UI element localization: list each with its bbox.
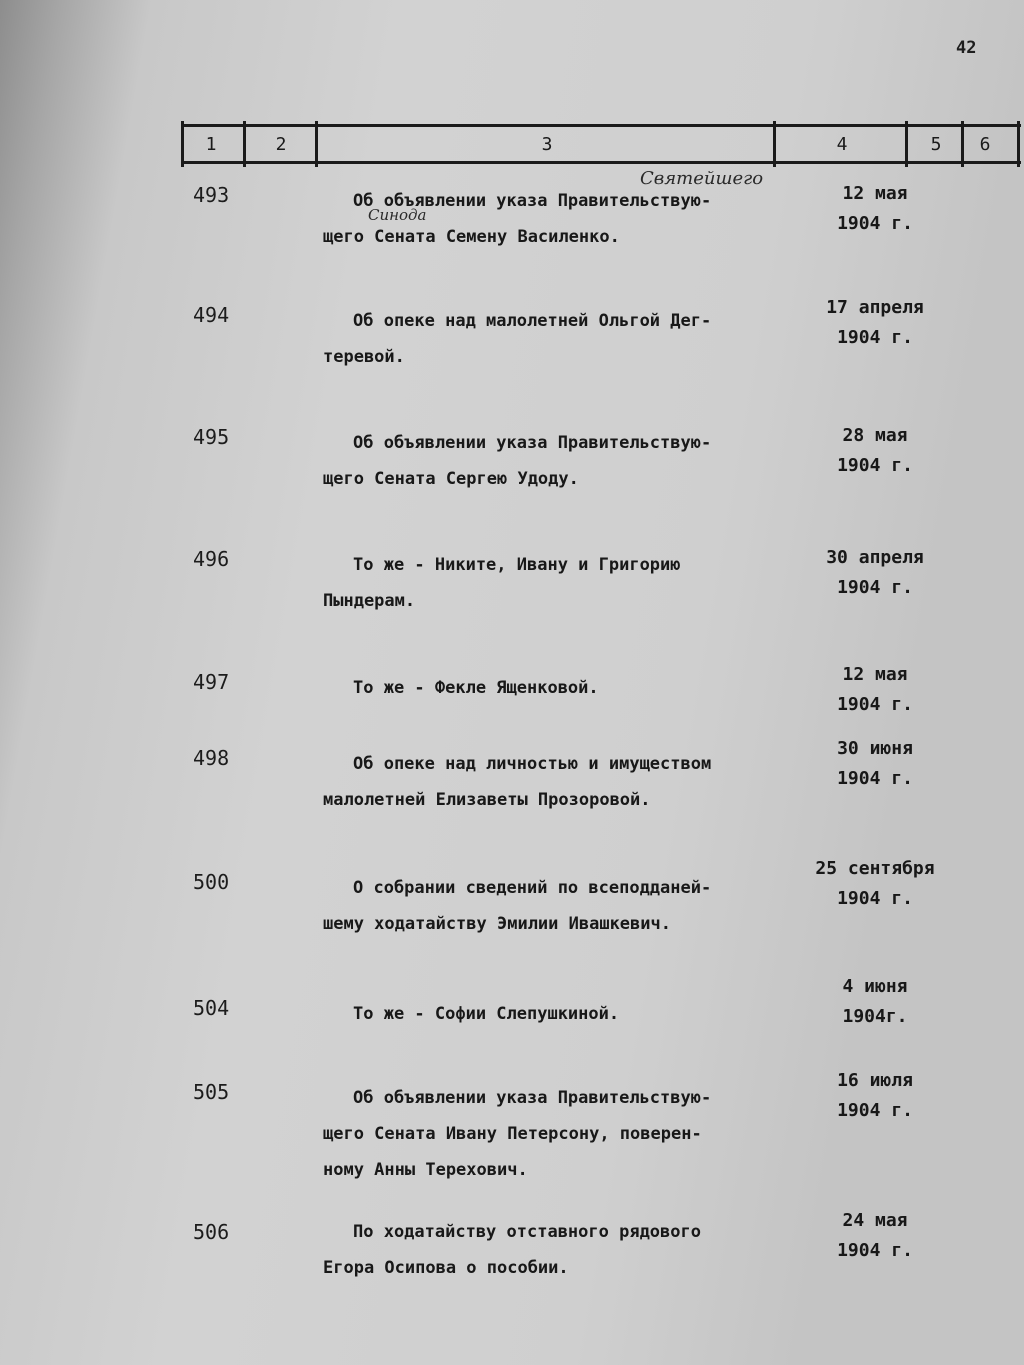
handwritten-annotation-2: Синода: [368, 206, 427, 224]
column-2: 2: [275, 133, 287, 155]
entry-number: 505: [193, 1080, 230, 1104]
entry-description: Об объявлении указа Правительствую- щего Сената Ивану Петерсону, поверен- ному Анны Терехович.: [323, 1088, 712, 1180]
column-3: 3: [541, 133, 553, 155]
table-header: [183, 124, 1021, 164]
entry-number: 504: [193, 996, 230, 1020]
entry-number: 493: [193, 183, 230, 207]
page-number: 42: [956, 38, 977, 58]
entry-description: То же - Никите, Ивану и Григорию Пындерам.: [323, 555, 681, 611]
entry-number: 496: [193, 547, 230, 571]
entry-description: Об объявлении указа Правительствую- щего Сената Семену Василенко.: [323, 191, 712, 247]
column-5: 5: [930, 133, 942, 155]
entry-date: 12 мая 1904 г.: [837, 183, 913, 234]
entry-number: 498: [193, 746, 230, 770]
entry-description: То же - Фекле Ященковой.: [353, 678, 599, 698]
column-1: 1: [205, 133, 217, 155]
entry-number: 495: [193, 425, 230, 449]
entry-description: Об опеке над личностью и имуществом малолетней Елизаветы Прозоровой.: [323, 754, 712, 810]
entry-number: 500: [193, 870, 230, 894]
column-6: 6: [979, 133, 991, 155]
entry-date: 4 июня 1904г.: [842, 976, 908, 1027]
entry-description: По ходатайству отставного рядового Егора Осипова о пособии.: [323, 1222, 701, 1278]
handwritten-annotation: Святейшего: [640, 168, 764, 189]
entry-number: 497: [193, 670, 230, 694]
entry-description: Об опеке над малолетней Ольгой Дег- теревой.: [323, 311, 712, 367]
entry-description: Об объявлении указа Правительствую- щего Сената Сергею Удоду.: [323, 433, 712, 489]
entry-date: 28 мая 1904 г.: [837, 425, 913, 476]
entry-number: 506: [193, 1220, 230, 1244]
entry-date: 30 июня 1904 г.: [837, 738, 913, 789]
entry-date: 30 апреля 1904 г.: [826, 547, 924, 598]
entry-date: 12 мая 1904 г.: [837, 664, 913, 715]
entry-date: 17 апреля 1904 г.: [826, 297, 924, 348]
bleed-through-left: [0, 150, 60, 1350]
entry-description: О собрании сведений по всеподданей- шему ходатайству Эмилии Ивашкевич.: [323, 878, 712, 934]
entry-number: 494: [193, 303, 230, 327]
column-4: 4: [836, 133, 848, 155]
entry-date: 24 мая 1904 г.: [837, 1210, 913, 1261]
entry-description: То же - Софии Слепушкиной.: [353, 1004, 620, 1024]
entry-date: 16 июля 1904 г.: [837, 1070, 913, 1121]
entry-date: 25 сентября 1904 г.: [815, 858, 935, 909]
